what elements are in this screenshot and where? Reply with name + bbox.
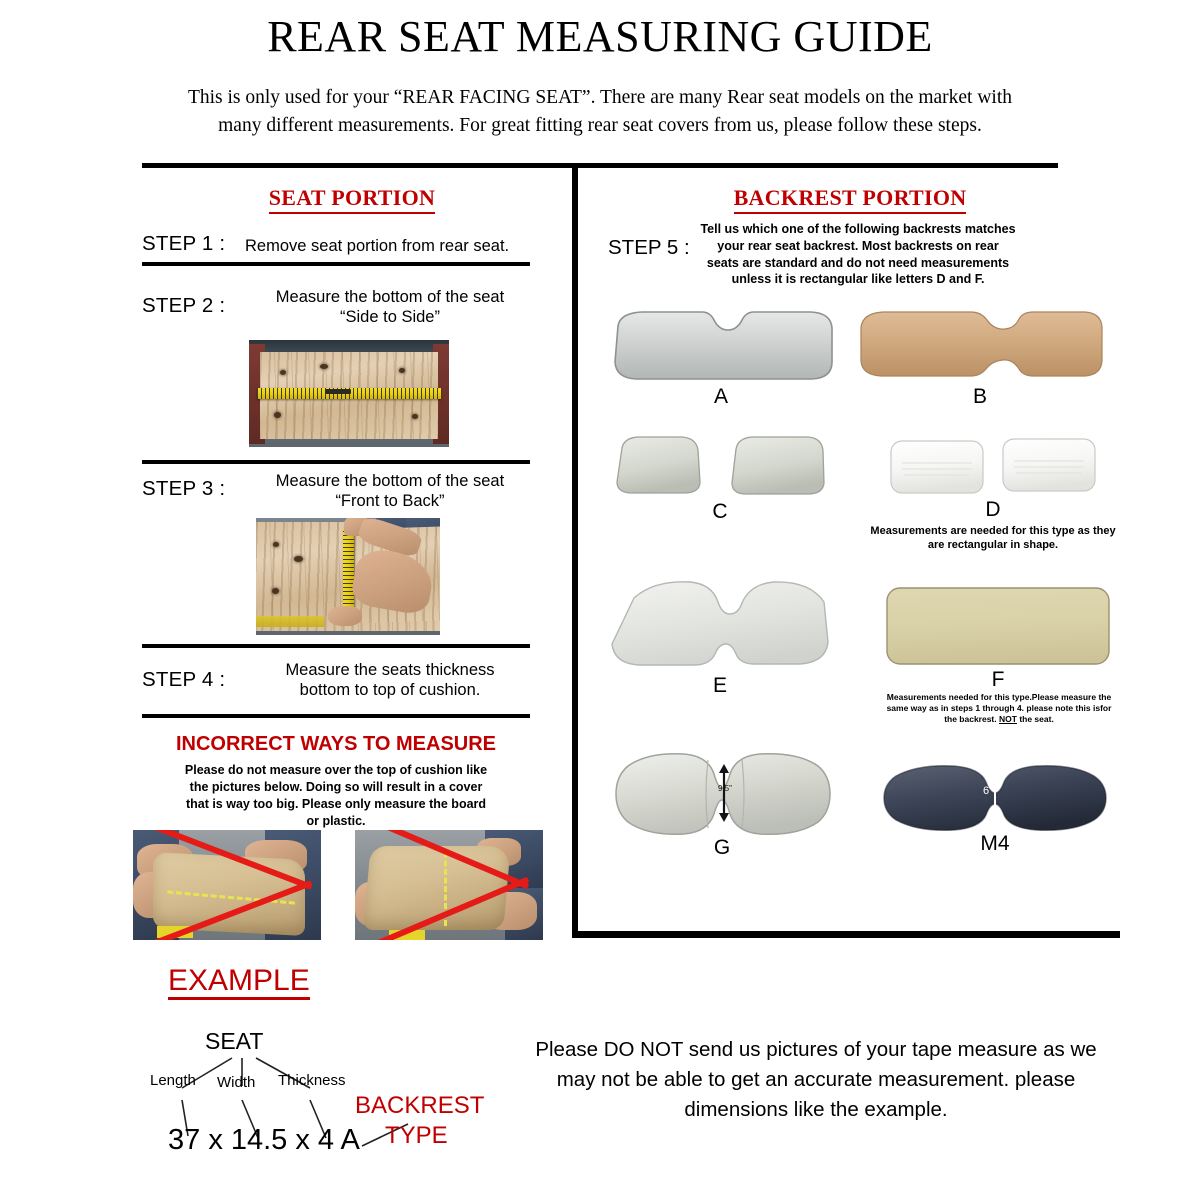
column-divider-rule: [572, 165, 578, 937]
example-heading: EXAMPLE: [168, 965, 310, 1000]
step-3-label: STEP 3 :: [142, 477, 226, 500]
step-1-label: STEP 1 :: [142, 232, 226, 255]
seat-portion-heading-wrap: [142, 185, 562, 214]
intro-paragraph: This is only used for your “REAR FACING SEAT”. There are many Rear seat models on the market with many different measurements. For great fitting rear seat covers from us, please follow these steps.: [187, 87, 1013, 136]
page-title: REAR SEAT MEASURING GUIDE: [267, 12, 933, 61]
example-seat-label: SEAT: [205, 1028, 264, 1054]
backrest-shape-c-right: [728, 433, 828, 497]
example-value: 37 x 14.5 x 4 A: [168, 1124, 360, 1156]
example-callout-length: Length: [150, 1072, 196, 1089]
backrest-label-b: B: [972, 385, 987, 408]
incorrect-photo-right: [355, 830, 543, 940]
backrest-label-g: G: [713, 836, 731, 859]
incorrect-ways-heading: INCORRECT WAYS TO MEASURE: [175, 733, 497, 755]
step-5-text: Tell us which one of the following backrests matches your rear seat backrest. Most backrests on rear seats are standard and do not need measurements unless it is rectangular like letters D and F.: [700, 222, 1016, 287]
step-2-separator: [142, 460, 530, 464]
incorrect-ways-body: Please do not measure over the top of cushion like the pictures below. Doing so will result in a cover that is way too big. Please only measure the board or plastic.: [184, 763, 488, 828]
backrest-label-f: F: [991, 668, 1005, 691]
step-5-label: STEP 5 :: [608, 236, 690, 259]
backrest-portion-heading-wrap: [600, 185, 1100, 214]
step-1-separator: [142, 262, 530, 266]
backrest-shape-e: [604, 576, 836, 672]
backrest-shape-b: [855, 303, 1105, 385]
backrest-shape-f: [884, 585, 1112, 667]
backrest-label-a: A: [713, 385, 728, 408]
backrest-note-f: Measurements needed for this type.Please measure the same way as in steps 1 through 4. please note this isfor the backrest. NOT the seat.: [886, 692, 1112, 725]
example-backrest-type-line1: BACKREST: [355, 1092, 485, 1119]
backrest-shape-c-left: [612, 434, 704, 496]
backrest-shape-g: [608, 748, 836, 838]
backrest-panel-bottom-rule: [572, 931, 1120, 938]
example-backrest-type-line2: TYPE: [385, 1122, 448, 1149]
backrest-label-m4: M4: [980, 832, 1010, 855]
step-3-text-line1: Measure the bottom of the seat: [275, 472, 505, 490]
example-callout-width: Width: [217, 1074, 256, 1091]
backrest-shape-a: [606, 306, 836, 384]
step-1-text: Remove seat portion from rear seat.: [245, 237, 510, 255]
step-4-separator: [142, 714, 530, 718]
backrest-label-c: C: [712, 500, 728, 523]
backrest-label-d: D: [985, 498, 1001, 521]
step-2-photo: [249, 340, 449, 447]
backrest-portion-heading: BACKREST PORTION: [734, 185, 967, 214]
backrest-shape-d-right: [1000, 436, 1098, 494]
backrest-shape-d-left: [888, 438, 986, 496]
step-3-photo: [256, 518, 440, 635]
step-4-label: STEP 4 :: [142, 668, 226, 691]
step-2-text-line1: Measure the bottom of the seat: [275, 288, 505, 306]
example-callout-thickness: Thickness: [278, 1072, 346, 1089]
backrest-label-e: E: [712, 674, 727, 697]
bottom-note: Please DO NOT send us pictures of your tape measure as we may not be able to get an accurate measurement. please dimensions like the example.: [535, 1038, 1097, 1122]
backrest-dim-g: 9.5": [718, 784, 732, 793]
incorrect-photo-left: [133, 830, 321, 940]
step-2-label: STEP 2 :: [142, 294, 226, 317]
backrest-dim-m4: 6": [983, 785, 994, 797]
step-4-text-line1: Measure the seats thickness: [285, 661, 495, 679]
step-2-text-line2: “Side to Side”: [340, 308, 440, 326]
step-3-text-line2: “Front to Back”: [335, 492, 445, 510]
step-4-text-line2: bottom to top of cushion.: [299, 681, 481, 699]
backrest-shape-m4: [880, 762, 1110, 834]
backrest-note-d: Measurements are needed for this type as they are rectangular in shape.: [870, 525, 1116, 552]
step-3-separator: [142, 644, 530, 648]
seat-portion-heading: SEAT PORTION: [269, 185, 435, 214]
top-divider-rule: [142, 163, 1058, 168]
